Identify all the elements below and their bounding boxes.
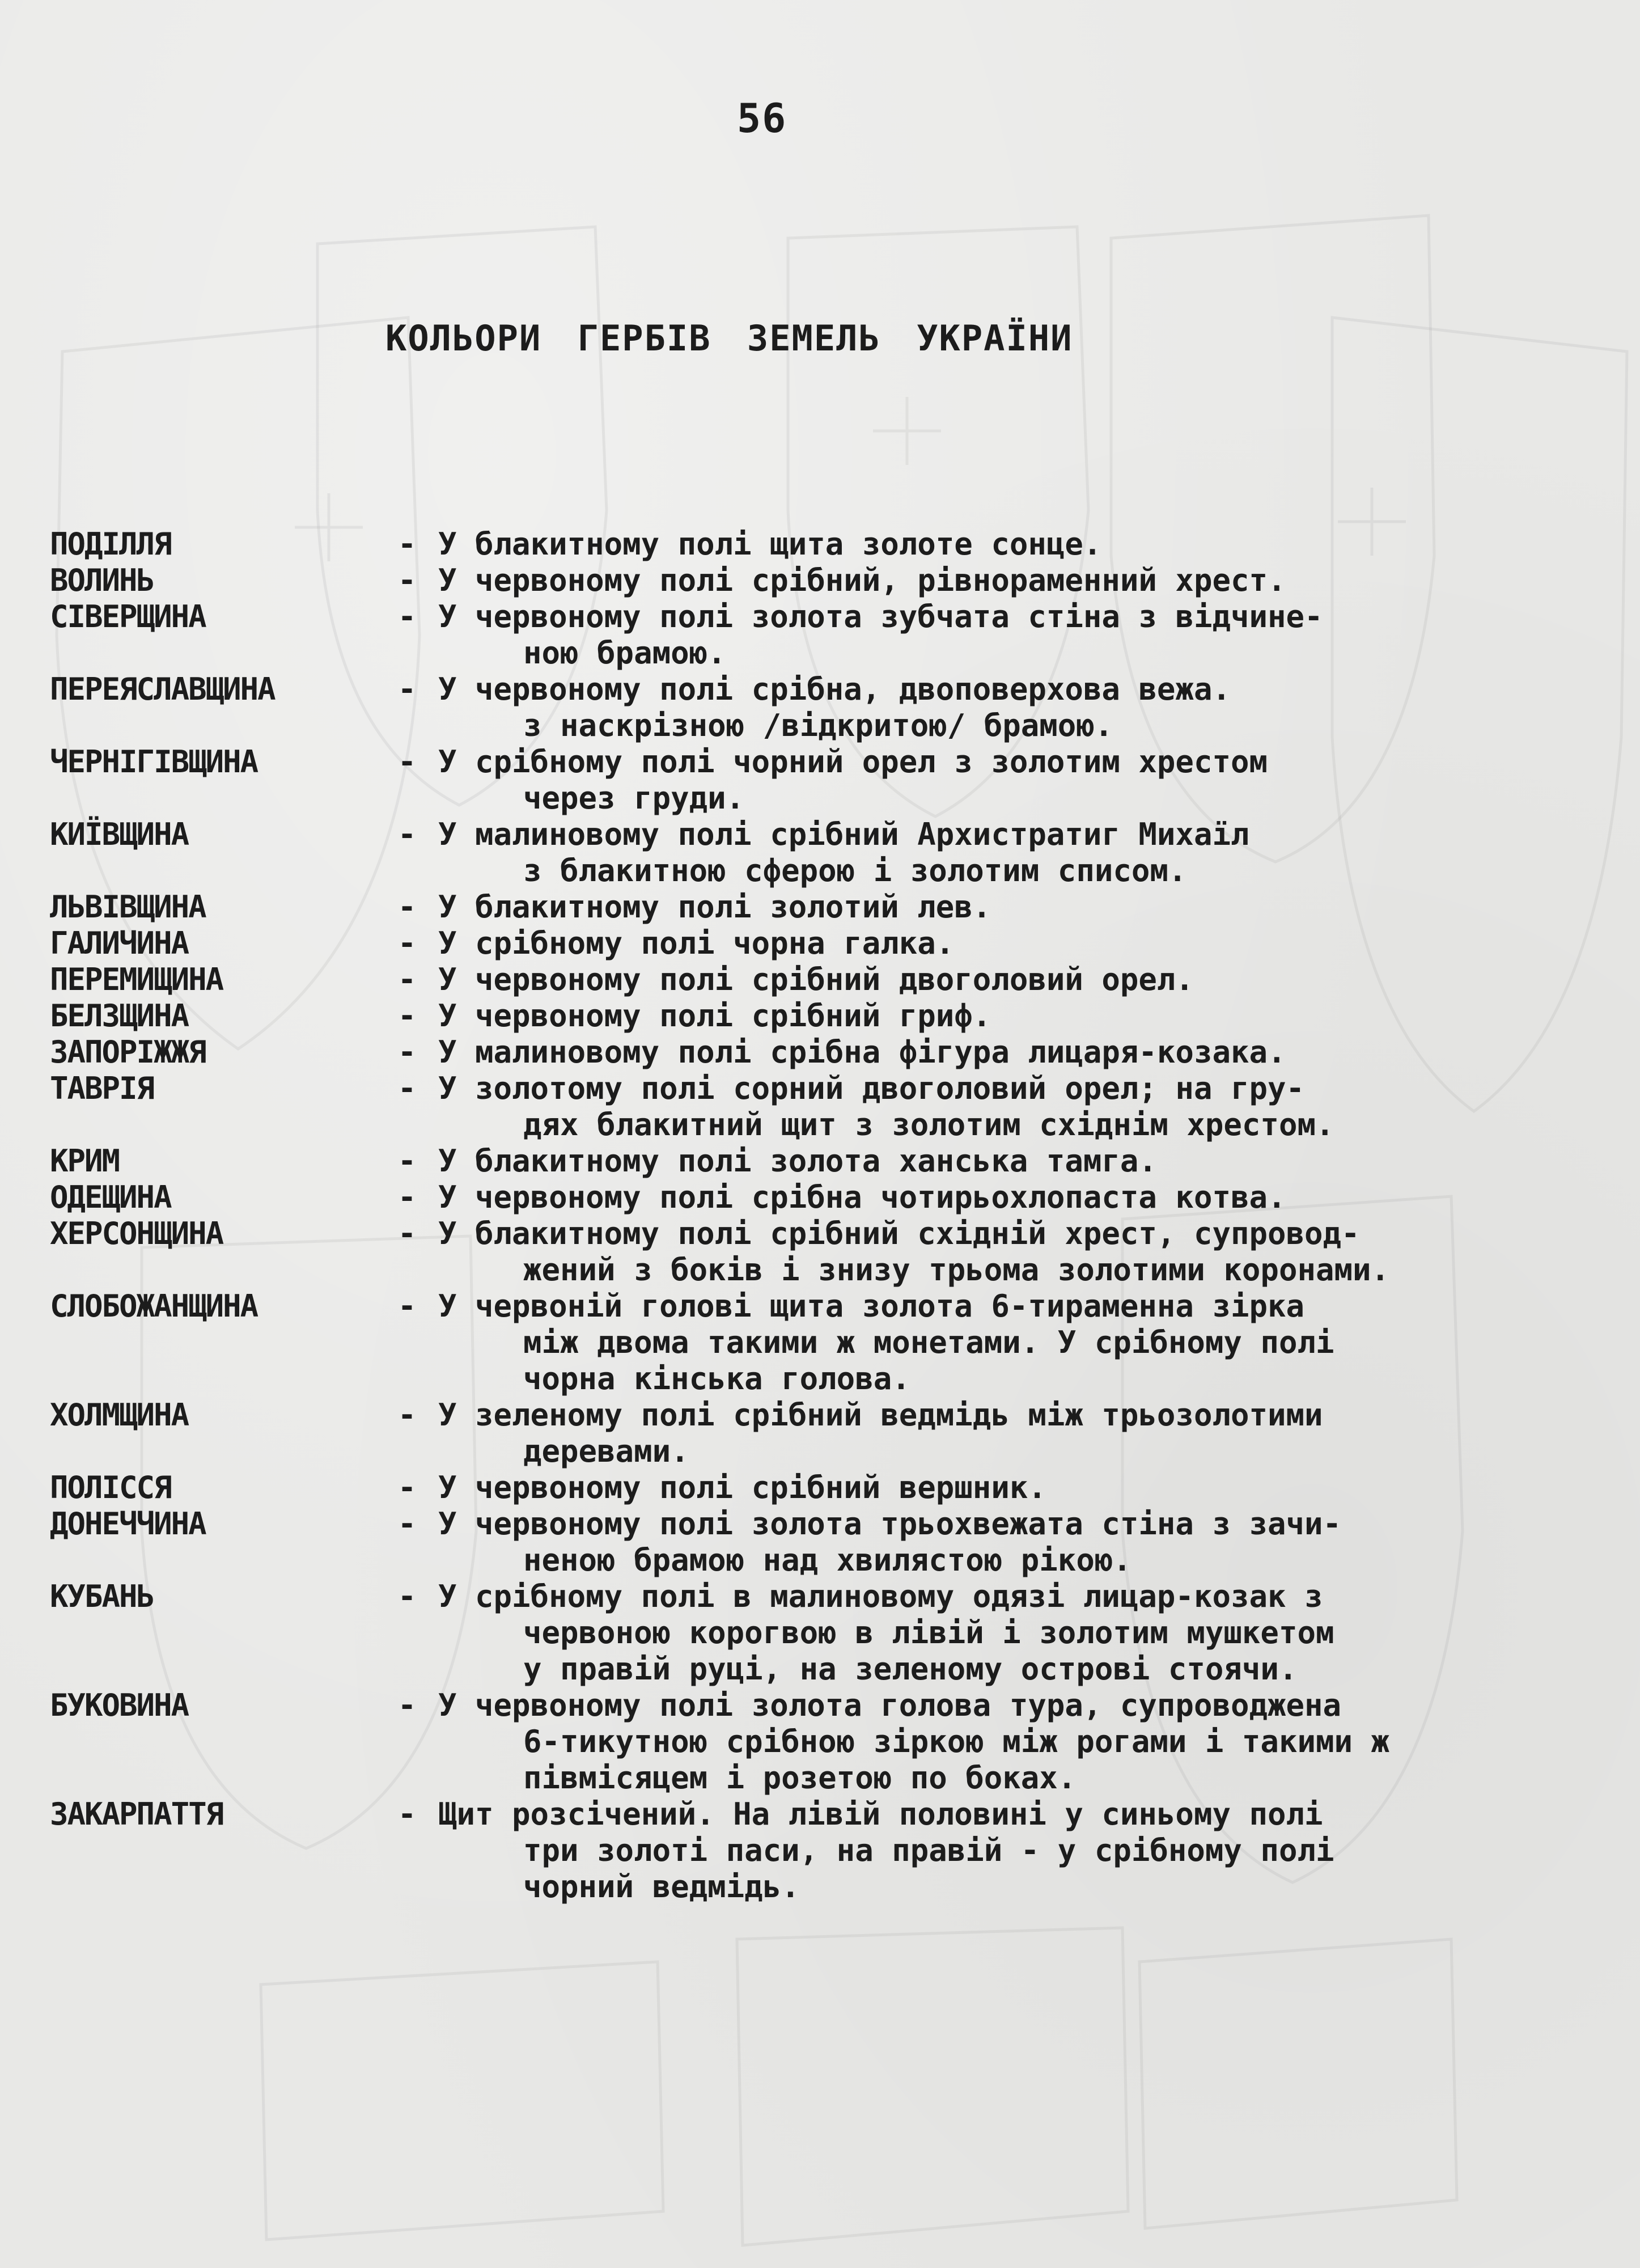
dash-separator: - [397, 744, 417, 780]
list-item [50, 1070, 1603, 1143]
list-item [50, 744, 1603, 816]
arms-description [438, 1216, 1603, 1288]
dash-separator: - [397, 962, 417, 997]
region-name: БУКОВИНА [50, 1687, 189, 1723]
description-line: У червоному полі срібна, двоповерхова вежа. [438, 671, 1231, 707]
region-name: ГАЛИЧИНА [50, 925, 189, 961]
description-line: жений з боків і знизу трьома золотими коронами. [523, 1252, 1390, 1288]
description-line: У червоному полі срібний двоголовий орел. [438, 962, 1194, 997]
dash-separator: - [397, 816, 417, 852]
list-item [50, 1034, 1603, 1070]
list-item [50, 925, 1603, 962]
description-line: Щит розсічений. На лівій половині у синьому полі [438, 1796, 1323, 1832]
description-line: між двома такими ж монетами. У срібному полі [523, 1325, 1334, 1360]
description-line: У червоному полі срібна чотирьохлопаста котва. [438, 1179, 1286, 1215]
description-line: з блакитною сферою і золотим списом. [523, 853, 1187, 888]
dash-separator: - [397, 1796, 417, 1832]
description-line: чорна кінська голова. [523, 1361, 910, 1397]
description-line: У червоному полі золота голова тура, супроводжена [438, 1687, 1342, 1723]
arms-description [438, 526, 1603, 562]
description-line: з наскрізною /відкритою/ брамою. [523, 708, 1113, 743]
dash-separator: - [397, 1143, 417, 1179]
arms-description [438, 1288, 1603, 1397]
arms-description [438, 889, 1603, 925]
region-name: ЗАПОРІЖЖЯ [50, 1034, 206, 1070]
list-item [50, 1143, 1603, 1179]
arms-description [438, 998, 1603, 1034]
region-name: СЛОБОЖАНЩИНА [50, 1288, 258, 1324]
description-line: У срібному полі в малиновому одязі лицар-козак з [438, 1579, 1323, 1614]
dash-separator: - [397, 1216, 417, 1251]
dash-separator: - [397, 1687, 417, 1723]
ghost-shield-8 [261, 1962, 663, 2240]
region-name: ПЕРЕМИЩИНА [50, 962, 223, 997]
arms-description [438, 671, 1603, 744]
description-line: У червоному полі срібний, рівнораменний хрест. [438, 562, 1286, 598]
ghost-cross-1 [873, 397, 941, 465]
region-name: СІВЕРЩИНА [50, 599, 206, 634]
description-line: У срібному полі чорний орел з золотим хрестом [438, 744, 1268, 780]
arms-description [438, 1506, 1603, 1579]
region-name: ПОЛІССЯ [50, 1470, 171, 1505]
arms-description [438, 1579, 1603, 1687]
description-line: у правій руці, на зеленому острові стоячи. [523, 1651, 1298, 1687]
page-number: 56 [737, 95, 787, 142]
region-name: ТАВРІЯ [50, 1070, 154, 1106]
dash-separator: - [397, 599, 417, 634]
ghost-shield-10 [1139, 1939, 1457, 2228]
dash-separator: - [397, 1470, 417, 1505]
list-item [50, 1470, 1603, 1506]
arms-colors-list [50, 526, 1603, 1905]
dash-separator: - [397, 1506, 417, 1542]
region-name: ЧЕРНІГІВЩИНА [50, 744, 258, 780]
list-item [50, 1579, 1603, 1687]
arms-description [438, 1070, 1603, 1143]
region-name: ХЕРСОНЩИНА [50, 1216, 223, 1251]
list-item [50, 562, 1603, 599]
description-line: У малиновому полі срібний Архистратиг Михаїл [438, 816, 1249, 852]
dash-separator: - [397, 998, 417, 1034]
region-name: КИЇВЩИНА [50, 816, 189, 852]
description-line: У червоному полі золота трьохвежата стіна з зачи- [438, 1506, 1342, 1542]
arms-description [438, 1470, 1603, 1506]
description-line: У малиновому полі срібна фігура лицаря-козака. [438, 1034, 1286, 1070]
arms-description [438, 1397, 1603, 1470]
description-line: У червоному полі срібний гриф. [438, 998, 991, 1034]
region-name: ВОЛИНЬ [50, 562, 154, 598]
dash-separator: - [397, 925, 417, 961]
list-item [50, 1506, 1603, 1579]
list-item [50, 816, 1603, 889]
dash-separator: - [397, 889, 417, 925]
region-name: ОДЕЩИНА [50, 1179, 171, 1215]
list-item [50, 889, 1603, 925]
list-item [50, 998, 1603, 1034]
arms-description [438, 562, 1603, 599]
arms-description [438, 599, 1603, 671]
list-item [50, 1397, 1603, 1470]
region-name: БЕЛЗЩИНА [50, 998, 189, 1034]
page-title: КОЛЬОРИ ГЕРБІВ ЗЕМЕЛЬ УКРАЇНИ [385, 318, 1073, 359]
dash-separator: - [397, 1034, 417, 1070]
description-line: через груди. [523, 780, 745, 816]
region-name: ЗАКАРПАТТЯ [50, 1796, 223, 1832]
description-line: ною брамою. [523, 635, 726, 671]
dash-separator: - [397, 1579, 417, 1614]
arms-description [438, 962, 1603, 998]
region-name: КУБАНЬ [50, 1579, 154, 1614]
dash-separator: - [397, 1070, 417, 1106]
region-name: ЛЬВІВЩИНА [50, 889, 206, 925]
list-item [50, 1796, 1603, 1905]
dash-separator: - [397, 671, 417, 707]
arms-description [438, 744, 1603, 816]
list-item [50, 599, 1603, 671]
dash-separator: - [397, 526, 417, 562]
arms-description [438, 1179, 1603, 1216]
region-name: ДОНЕЧЧИНА [50, 1506, 206, 1542]
arms-description [438, 925, 1603, 962]
list-item [50, 962, 1603, 998]
description-line: дях блакитний щит з золотим східнім хрестом. [523, 1107, 1334, 1143]
list-item [50, 1216, 1603, 1288]
list-item [50, 526, 1603, 562]
arms-description [438, 816, 1603, 889]
arms-description [438, 1143, 1603, 1179]
description-line: У блакитному полі срібний східній хрест, супровод- [438, 1216, 1360, 1251]
list-item [50, 671, 1603, 744]
description-line: півмісяцем і розетою по боках. [523, 1760, 1077, 1796]
dash-separator: - [397, 1179, 417, 1215]
description-line: У золотому полі сорний двоголовий орел; на гру- [438, 1070, 1305, 1106]
description-line: У срібному полі чорна галка. [438, 925, 955, 961]
dash-separator: - [397, 1397, 417, 1433]
description-line: 6-тикутною срібною зіркою між рогами і такими ж [523, 1724, 1390, 1759]
dash-separator: - [397, 1288, 417, 1324]
description-line: чорний ведмідь. [523, 1869, 800, 1905]
arms-description [438, 1796, 1603, 1905]
region-name: ХОЛМЩИНА [50, 1397, 189, 1433]
description-line: У зеленому полі срібний ведмідь між трьозолотими [438, 1397, 1323, 1433]
region-name: ПОДІЛЛЯ [50, 526, 171, 562]
list-item [50, 1179, 1603, 1216]
dash-separator: - [397, 562, 417, 598]
description-line: У червоному полі золота зубчата стіна з відчине- [438, 599, 1323, 634]
description-line: У блакитному полі щита золоте сонце. [438, 526, 1102, 562]
region-name: ПЕРЕЯСЛАВЩИНА [50, 671, 275, 707]
description-line: У червоній голові щита золота 6-тираменна зірка [438, 1288, 1305, 1324]
description-line: У червоному полі срібний вершник. [438, 1470, 1046, 1505]
description-line: три золоті паси, на правій - у срібному полі [523, 1833, 1334, 1868]
description-line: неною брамою над хвилястою рікою. [523, 1542, 1132, 1578]
list-item [50, 1687, 1603, 1796]
description-line: У блакитному полі золота ханська тамга. [438, 1143, 1157, 1179]
ghost-shield-9 [737, 1928, 1128, 2245]
description-line: деревами. [523, 1433, 689, 1469]
arms-description [438, 1687, 1603, 1796]
description-line: червоною корогвою в лівій і золотим мушкетом [523, 1615, 1334, 1651]
list-item [50, 1288, 1603, 1397]
arms-description [438, 1034, 1603, 1070]
description-line: У блакитному полі золотий лев. [438, 889, 991, 925]
region-name: КРИМ [50, 1143, 120, 1179]
